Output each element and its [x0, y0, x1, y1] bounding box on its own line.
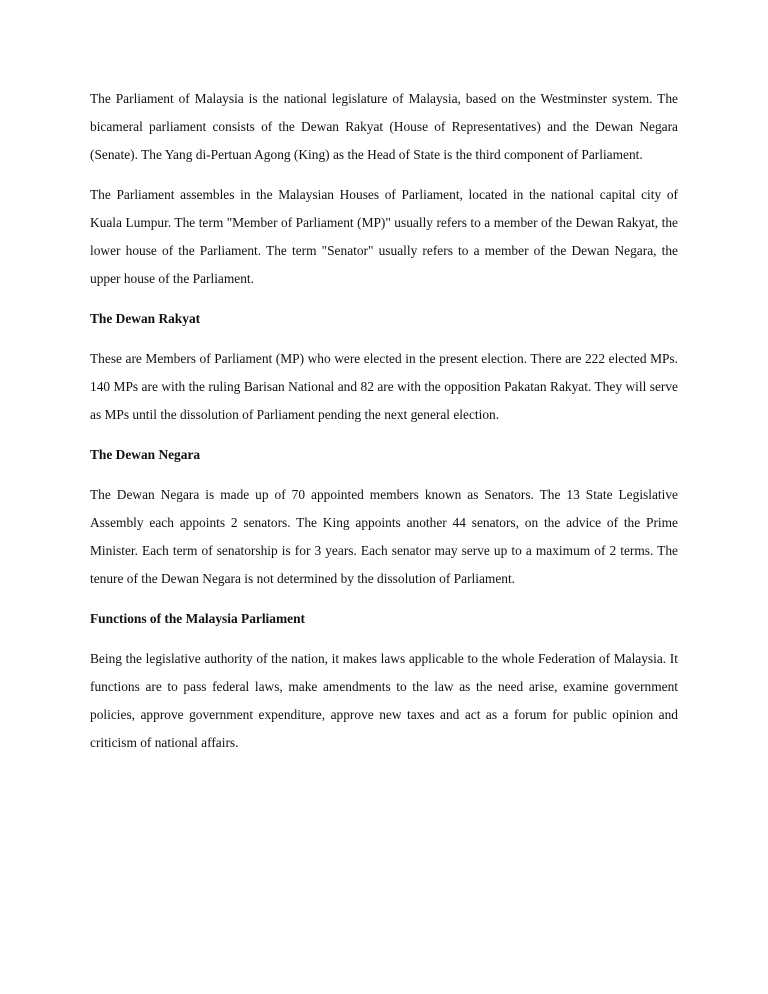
intro-paragraph: The Parliament of Malaysia is the national legislature of Malaysia, based on the Westminster system. The bicameral parliament consists of the Dewan Rakyat (House of Representatives) and the Dewan Negara (Senate). The Yang di-Pertuan Agong (King) as the Head of State is the third component of Parliament.	[90, 91, 678, 162]
section-heading-dewan-negara: The Dewan Negara	[90, 447, 201, 462]
section-body-dewan-negara: The Dewan Negara is made up of 70 appointed members known as Senators. The 13 State Legislative Assembly each appoints 2 senators. The King appoints another 44 senators, on the advice of the Prime Minister. Each term of senatorship is for 3 years. Each senator may serve up to a maximum of 2 terms. The tenure of the Dewan Negara is not determined by the dissolution of Parliament.	[90, 487, 678, 586]
section-body-dewan-rakyat: These are Members of Parliament (MP) who were elected in the present election. There are 222 elected MPs. 140 MPs are with the ruling Barisan National and 82 are with the opposition Pakatan Rakyat. They will serve as MPs until the dissolution of Parliament pending the next general election.	[90, 351, 678, 422]
section-body-functions: Being the legislative authority of the nation, it makes laws applicable to the whole Federation of Malaysia. It functions are to pass federal laws, make amendments to the law as the need arise, examine government policies, approve government expenditure, approve new taxes and act as a forum for public opinion and criticism of national affairs.	[90, 651, 678, 750]
section-heading-dewan-rakyat: The Dewan Rakyat	[90, 311, 201, 326]
document-page	[90, 85, 678, 769]
section-heading-functions: Functions of the Malaysia Parliament	[90, 611, 305, 626]
intro-paragraph: The Parliament assembles in the Malaysian Houses of Parliament, located in the national capital city of Kuala Lumpur. The term "Member of Parliament (MP)" usually refers to a member of the Dewan Rakyat, the lower house of the Parliament. The term "Senator" usually refers to a member of the Dewan Negara, the upper house of the Parliament.	[90, 187, 678, 286]
